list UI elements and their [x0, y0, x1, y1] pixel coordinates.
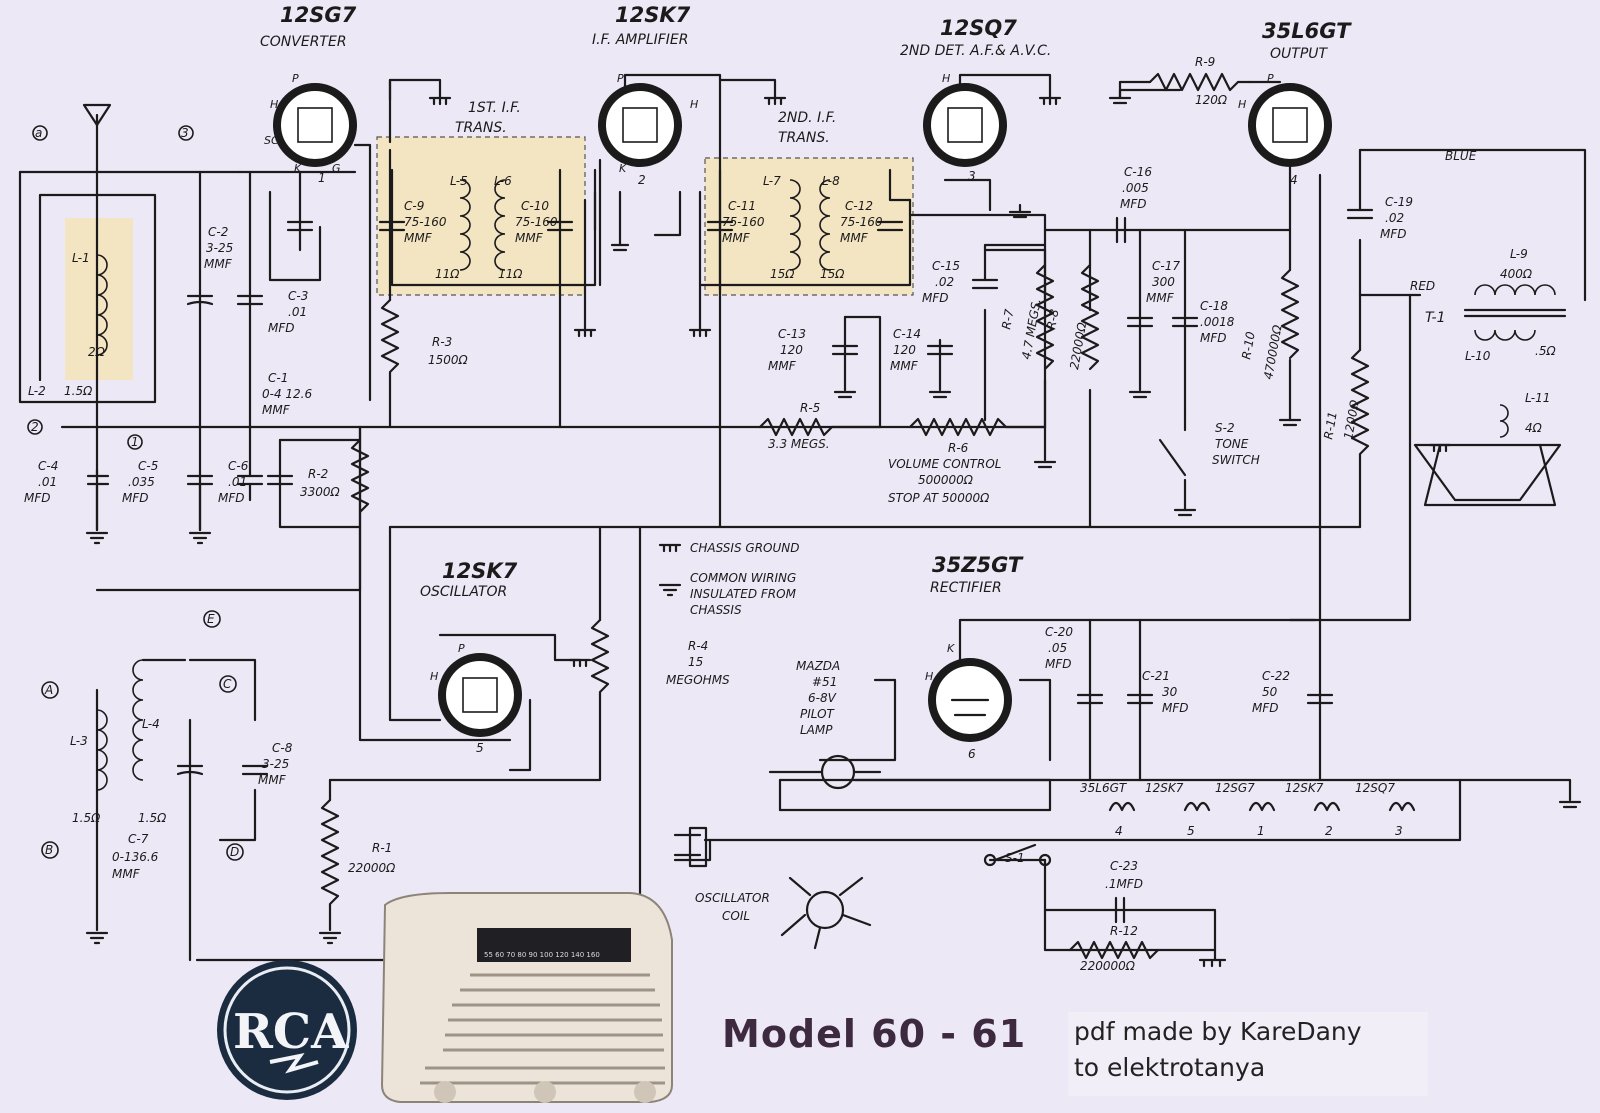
label-c5: C-5 — [138, 459, 159, 473]
pin-p-5: P — [458, 642, 465, 655]
label-c6-unit: MFD — [218, 491, 245, 505]
pin-sg-1: SG — [264, 134, 280, 147]
speaker-cone — [1415, 445, 1560, 500]
pin-k-1: K — [294, 162, 302, 175]
heater-num-4: 4 — [1115, 824, 1123, 838]
tube-num-6: 6 — [968, 747, 976, 761]
label-r10-value: 470000Ω — [1261, 323, 1285, 381]
label-c21-unit: MFD — [1162, 701, 1189, 715]
label-r4: R-4 — [688, 639, 709, 653]
heater-num-2: 2 — [1325, 824, 1333, 838]
label-c15-value: .02 — [935, 275, 955, 289]
heater-12sk7-a: 12SK7 — [1145, 781, 1184, 795]
tube-12sq7-det — [927, 87, 1003, 163]
label-c18: C-18 — [1200, 299, 1228, 313]
tube6-function: RECTIFIER — [930, 580, 1002, 596]
label-c2-unit: MMF — [204, 257, 232, 271]
label-lamp-lamp: LAMP — [800, 723, 833, 737]
model-title: Model 60 - 61 — [722, 1012, 1027, 1056]
tube2-function: I.F. AMPLIFIER — [592, 32, 689, 48]
label-t1: T-1 — [1425, 310, 1446, 326]
label-l1: L-1 — [72, 251, 90, 265]
label-lamp: MAZDA — [796, 659, 841, 673]
label-r1-value: 22000Ω — [348, 861, 396, 875]
label-c8: C-8 — [272, 741, 293, 755]
label-c9-unit: MMF — [404, 231, 432, 245]
label-c5-value: .035 — [128, 475, 155, 489]
label-c21-value: 30 — [1162, 685, 1178, 699]
label-c10-value: 75-160 — [515, 215, 558, 229]
label-l8-r: 15Ω — [820, 267, 845, 281]
pin-k-2: K — [619, 162, 627, 175]
label-c20-value: .05 — [1048, 641, 1068, 655]
marker-three: 3 — [181, 126, 189, 140]
label-l4: L-4 — [142, 717, 160, 731]
label-c17-unit: MMF — [1146, 291, 1174, 305]
legend-chassis: CHASSIS — [690, 603, 742, 617]
heater-35l6gt: 35L6GT — [1080, 781, 1127, 795]
tube-num-4: 4 — [1290, 173, 1298, 187]
label-r6-value: 500000Ω — [918, 473, 973, 487]
label-c1-unit: MMF — [262, 403, 290, 417]
pin-h-3: H — [942, 72, 951, 85]
label-l7: L-7 — [763, 174, 781, 188]
label-c18-unit: MFD — [1200, 331, 1227, 345]
label-r9: R-9 — [1195, 55, 1216, 69]
label-r11: R-11 — [1321, 410, 1340, 441]
label-l2-r: 1.5Ω — [64, 384, 93, 398]
coil-l9 — [1475, 285, 1555, 295]
tube-12sk7-osc — [442, 657, 518, 733]
resistor-r1 — [322, 800, 338, 905]
label-lamp-volt: 6-8V — [808, 691, 836, 705]
label-r1: R-1 — [372, 841, 393, 855]
label-c16: C-16 — [1124, 165, 1152, 179]
label-c13: C-13 — [778, 327, 806, 341]
label-s2: S-2 — [1215, 421, 1235, 435]
label-c14-unit: MMF — [890, 359, 918, 373]
label-c21: C-21 — [1142, 669, 1170, 683]
label-c8-value: 3-25 — [262, 757, 290, 771]
resistor-r2 — [352, 440, 368, 512]
tube1-type: 12SG7 — [280, 3, 357, 27]
label-c3-unit: MFD — [268, 321, 295, 335]
label-c4: C-4 — [38, 459, 59, 473]
tube-35z5gt-rect — [932, 662, 1008, 738]
pin-h-1: H — [270, 98, 279, 111]
label-r7: R-7 — [999, 308, 1017, 331]
label-c17-value: 300 — [1152, 275, 1175, 289]
label-r3: R-3 — [432, 335, 453, 349]
label-l7-r: 15Ω — [770, 267, 795, 281]
legend-chassis-ground: CHASSIS GROUND — [690, 541, 800, 555]
if1-title: 1ST. I.F. — [468, 100, 521, 116]
tube-12sg7-converter — [277, 87, 353, 163]
label-r6-desc: VOLUME CONTROL — [888, 457, 1002, 471]
label-l5: L-5 — [450, 174, 468, 188]
heater-num-3: 3 — [1395, 824, 1403, 838]
label-c12: C-12 — [845, 199, 873, 213]
heater-num-1: 1 — [1257, 824, 1265, 838]
pin-p-2: P — [617, 72, 624, 85]
legend-common-wiring: COMMON WIRING — [690, 571, 797, 585]
label-red: RED — [1410, 279, 1436, 293]
label-r11-value: 1200Ω — [1341, 398, 1362, 441]
label-c8-unit: MMF — [258, 773, 286, 787]
label-c1: C-1 — [268, 371, 289, 385]
label-l11-value: 4Ω — [1525, 421, 1542, 435]
tube-num-2: 2 — [638, 173, 646, 187]
resistor-r6 — [910, 419, 1045, 435]
label-r6: R-6 — [948, 441, 969, 455]
label-c18-value: .0018 — [1200, 315, 1235, 329]
coil-l3 — [97, 710, 107, 790]
label-l3-value: 1.5Ω — [72, 811, 101, 825]
label-c2: C-2 — [208, 225, 229, 239]
label-r2-value: 3300Ω — [300, 485, 340, 499]
label-c4-value: .01 — [38, 475, 58, 489]
coil-l11 — [1500, 405, 1508, 437]
label-lamp-pilot: PILOT — [800, 707, 834, 721]
label-c3: C-3 — [288, 289, 309, 303]
label-r5-value: 3.3 MEGS. — [768, 437, 830, 451]
label-c12-value: 75-160 — [840, 215, 883, 229]
coil-l10 — [1475, 330, 1535, 340]
heater-num-5: 5 — [1187, 824, 1195, 838]
tube-num-3: 3 — [968, 169, 976, 183]
pin-h-2: H — [690, 98, 699, 111]
pin-p-4: P — [1267, 72, 1274, 85]
label-c4-unit: MFD — [24, 491, 51, 505]
label-c6-value: .01 — [228, 475, 248, 489]
label-c11-unit: MMF — [722, 231, 750, 245]
label-l3: L-3 — [70, 734, 88, 748]
label-r7-value: 4.7 MEGS. — [1019, 297, 1044, 361]
label-s2-switch: SWITCH — [1212, 453, 1260, 467]
tube-num-1: 1 — [318, 171, 326, 185]
heater-12sg7: 12SG7 — [1215, 781, 1255, 795]
label-c11: C-11 — [728, 199, 756, 213]
if1-trans: TRANS. — [455, 120, 507, 136]
label-c9-value: 75-160 — [404, 215, 447, 229]
tube-35l6gt-output — [1252, 87, 1328, 163]
marker-A: A — [45, 683, 54, 697]
label-c15-unit: MFD — [922, 291, 949, 305]
pin-p-1: P — [292, 72, 299, 85]
tube-num-5: 5 — [476, 741, 484, 755]
label-c22-value: 50 — [1262, 685, 1278, 699]
tube2-type: 12SK7 — [615, 3, 691, 27]
label-s1: S-1 — [1005, 851, 1025, 865]
label-c6: C-6 — [228, 459, 249, 473]
tube5-function: OSCILLATOR — [420, 584, 508, 600]
heater-12sq7: 12SQ7 — [1355, 781, 1395, 795]
label-l11: L-11 — [1525, 391, 1551, 405]
cap-c15 — [973, 280, 997, 288]
label-c9: C-9 — [404, 199, 425, 213]
credit-box — [1068, 1012, 1428, 1096]
if2-trans: TRANS. — [778, 130, 830, 146]
marker-a: a — [35, 126, 43, 140]
label-c15: C-15 — [932, 259, 960, 273]
label-c13-value: 120 — [780, 343, 803, 357]
label-c16-unit: MFD — [1120, 197, 1147, 211]
tube3-function: 2ND DET. A.F.& A.V.C. — [900, 43, 1052, 59]
label-c11-value: 75-160 — [722, 215, 765, 229]
label-blue: BLUE — [1445, 149, 1477, 163]
label-c14: C-14 — [893, 327, 921, 341]
label-l8: L-8 — [822, 174, 840, 188]
marker-E: E — [207, 612, 215, 626]
label-l10: L-10 — [1465, 349, 1491, 363]
tube4-type: 35L6GT — [1262, 19, 1351, 43]
pin-k-6: K — [947, 642, 955, 655]
label-c20-unit: MFD — [1045, 657, 1072, 671]
label-c5-unit: MFD — [122, 491, 149, 505]
label-c7-value: 0-136.6 — [112, 850, 159, 864]
tube6-type: 35Z5GT — [932, 553, 1023, 577]
pin-g-1: G — [332, 162, 341, 175]
label-c10: C-10 — [521, 199, 549, 213]
label-c23: C-23 — [1110, 859, 1138, 873]
label-l6-r: 11Ω — [498, 267, 523, 281]
label-r12-value: 220000Ω — [1080, 959, 1135, 973]
label-c10-unit: MMF — [515, 231, 543, 245]
label-c3-value: .01 — [288, 305, 308, 319]
label-r12: R-12 — [1110, 924, 1138, 938]
label-c7: C-7 — [128, 832, 149, 846]
heater-12sk7-b: 12SK7 — [1285, 781, 1324, 795]
credit-line-1: pdf made by KareDany — [1074, 1017, 1362, 1046]
label-c22: C-22 — [1262, 669, 1290, 683]
legend-insulated: INSULATED FROM — [690, 587, 796, 601]
label-r4-unit: MEGOHMS — [666, 673, 730, 687]
label-c1-value: 0-4 12.6 — [262, 387, 313, 401]
label-c22-unit: MFD — [1252, 701, 1279, 715]
label-c20: C-20 — [1045, 625, 1073, 639]
radio-image — [382, 893, 672, 1103]
label-l9-value: 400Ω — [1500, 267, 1533, 281]
labels — [24, 3, 1556, 973]
label-r8-value: 22000Ω — [1067, 321, 1090, 371]
label-c7-unit: MMF — [112, 867, 140, 881]
label-l4-value: 1.5Ω — [138, 811, 167, 825]
label-l6: L-6 — [494, 174, 512, 188]
label-r5: R-5 — [800, 401, 821, 415]
label-c16-value: .005 — [1122, 181, 1149, 195]
capacitors — [88, 210, 1372, 922]
dial-scale: 55 60 70 80 90 100 120 140 160 — [484, 951, 600, 959]
label-r2: R-2 — [308, 467, 329, 481]
tube1-function: CONVERTER — [260, 34, 347, 50]
label-l5-r: 11Ω — [435, 267, 460, 281]
tube4-function: OUTPUT — [1270, 46, 1328, 62]
rca-logo — [217, 960, 357, 1100]
credit-line-2: to elektrotanya — [1074, 1053, 1266, 1082]
label-osc-coil-2: COIL — [722, 909, 751, 923]
label-l9: L-9 — [1510, 247, 1528, 261]
marker-two: 2 — [31, 420, 39, 434]
label-c2-value: 3-25 — [206, 241, 234, 255]
resistor-r10 — [1282, 270, 1298, 358]
label-c19-unit: MFD — [1380, 227, 1407, 241]
tube-12sk7-if — [602, 87, 678, 163]
cap-c19 — [1348, 210, 1372, 218]
label-lamp-num: #51 — [812, 675, 838, 689]
marker-one: 1 — [131, 435, 139, 449]
resistor-r3 — [382, 300, 398, 390]
label-r4-value: 15 — [688, 655, 704, 669]
rca-logo-text: RCA — [233, 1004, 349, 1060]
label-c13-unit: MMF — [768, 359, 796, 373]
pin-h-4: H — [1238, 98, 1247, 111]
pin-h-5: H — [430, 670, 439, 683]
label-r10: R-10 — [1239, 330, 1258, 361]
marker-B: B — [45, 843, 54, 857]
label-l1-r: 2Ω — [88, 345, 105, 359]
marker-C: C — [223, 677, 232, 691]
label-r6-stop: STOP AT 50000Ω — [888, 491, 990, 505]
label-l10-value: .5Ω — [1535, 344, 1556, 358]
marker-D: D — [230, 845, 240, 859]
pin-h-6: H — [925, 670, 934, 683]
label-c19: C-19 — [1385, 195, 1413, 209]
resistor-r9 — [1150, 74, 1250, 90]
label-c23-value: .1MFD — [1105, 877, 1143, 891]
tube3-type: 12SQ7 — [940, 16, 1017, 40]
label-r3-value: 1500Ω — [428, 353, 468, 367]
label-c17: C-17 — [1152, 259, 1180, 273]
label-r9-value: 120Ω — [1195, 93, 1228, 107]
label-c14-value: 120 — [893, 343, 916, 357]
label-c19-value: .02 — [1385, 211, 1405, 225]
label-l2: L-2 — [28, 384, 46, 398]
label-c12-unit: MMF — [840, 231, 868, 245]
resistor-r12 — [1070, 942, 1158, 958]
resistor-r4 — [592, 620, 608, 700]
label-s2-tone: TONE — [1215, 437, 1249, 451]
label-r8: R-8 — [1044, 308, 1062, 331]
label-osc-coil: OSCILLATOR — [695, 891, 770, 905]
tube5-type: 12SK7 — [442, 559, 518, 583]
if2-title: 2ND. I.F. — [778, 110, 837, 126]
